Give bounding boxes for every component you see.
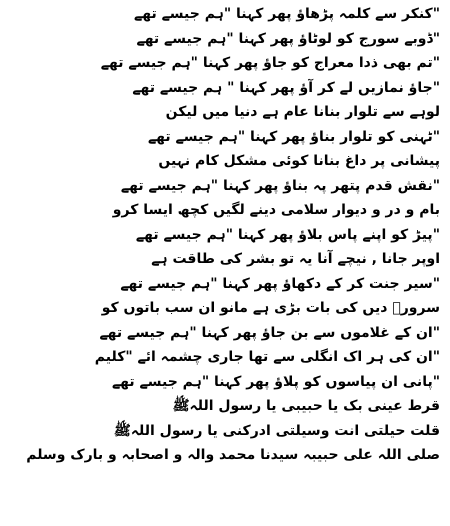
poem-text xyxy=(0,2,440,468)
poem-line: قلت حیلتی انت وسیلتی ادرکنی یا رسول اللہﷺ xyxy=(113,422,440,439)
poem-line: سرورؐ دیں کی بات بڑی ہے مانو ان سب باتوں کو xyxy=(101,300,440,316)
poem-line: پیشانی پر داغ بنانا کوئی مشکل کام نہیں xyxy=(158,153,440,169)
poem-line: "پانی ان پیاسوں کو پلاؤ پھر کہنا "ہم جیسے تھے xyxy=(111,373,440,390)
poem-line: "ڈوبے سورج کو لوٹاؤ پھر کہنا "ہم جیسے تھے xyxy=(136,30,440,47)
poem-line: "جاؤ نمازیں لے کر آؤ پھر کہنا " ہم جیسے تھے xyxy=(132,79,440,96)
poem-line: "تم بھی ذدا معراج کو جاؤ پھر کہنا "ہم جیسے تھے xyxy=(100,55,440,71)
poem-line: "پیڑ کو اپنے پاس بلاؤ پھر کہنا "ہم جیسے تھے xyxy=(135,226,440,243)
poem-line: "ان کی ہر اک انگلی سے تھا جاری چشمہ ائے "کلیم xyxy=(94,349,440,365)
poem-line: بام و در و دیوار سلامی دینے لگیں کچھ ایسا کرو xyxy=(112,202,440,218)
poem-line: "کنکر سے کلمہ پڑھاؤ پھر کہنا "ہم جیسے تھے xyxy=(134,6,440,22)
poem-line: "سیر جنت کر کے دکھاؤ پھر کہنا "ہم جیسے تھے xyxy=(120,275,440,292)
poem-line: "ان کے غلاموں سے بن جاؤ پھر کہنا "ہم جیسے تھے xyxy=(99,324,440,341)
poem-line: "ٹہنی کو تلوار بناؤ پھر کہنا "ہم جیسے تھے xyxy=(147,128,440,145)
poem-line: لوہے سے تلوار بنانا عام ہے دنیا میں لیکن xyxy=(165,104,440,120)
poem-line: قرط عینی بک یا حبیبی یا رسول اللہﷺ xyxy=(172,398,440,414)
poem-line: صلی اللہ علی حبیبہ سیدنا محمد والہ و اصحابہ و بارک وسلم xyxy=(26,447,440,463)
poem-line: اوپر جانا , نیچے آنا یہ تو بشر کی طاقت ہے xyxy=(151,251,440,267)
poem-line: "نقش قدم پتھر پہ بناؤ پھر کہنا "ہم جیسے تھے xyxy=(120,177,440,194)
